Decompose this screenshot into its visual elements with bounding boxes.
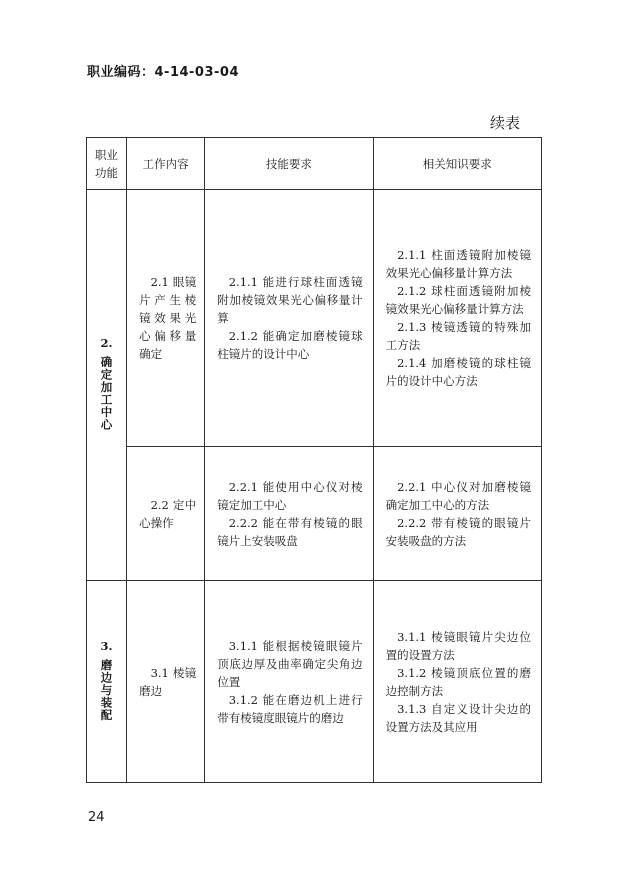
function-cell-2: [87, 190, 127, 581]
function-name: 确定加工中心: [99, 356, 114, 431]
page-number: 24: [88, 810, 105, 825]
occupation-code: 职业编码：4-14-03-04: [87, 65, 240, 80]
knowledge-cell: 3.1.1 棱镜眼镜片尖边位置的设置方法 3.1.2 棱镜顶底位置的磨边控制方法 3.1.3 自定义设计尖边的设置方法及其应用: [373, 581, 541, 783]
table-row: [87, 581, 542, 783]
header-work-content: 工作内容: [127, 138, 205, 190]
header-knowledge-requirements: 相关知识要求: [373, 138, 541, 190]
work-content-cell: 3.1 棱镜磨边: [127, 581, 205, 783]
header-skill-requirements: 技能要求: [205, 138, 373, 190]
function-number: 3.: [100, 638, 113, 653]
table-row: [87, 190, 542, 447]
skill-cell: 2.1.1 能进行球柱面透镜附加棱镜效果光心偏移量计算 2.1.2 能确定加磨棱镜球柱镜片的设计中心: [205, 190, 373, 447]
function-name: 磨边与装配: [99, 658, 114, 722]
knowledge-cell: 2.2.1 中心仪对加磨棱镜确定加工中心的方法 2.2.2 带有棱镜的眼镜片安装吸盘的方法: [373, 447, 541, 581]
skill-cell: 3.1.1 能根据棱镜眼镜片顶底边厚及曲率确定尖角边位置 3.1.2 能在磨边机上进行带有棱镜度眼镜片的磨边: [205, 581, 373, 783]
skills-table: [86, 137, 542, 783]
table-row: [87, 447, 542, 581]
header-function: 职业 功能: [87, 138, 127, 190]
knowledge-cell: 2.1.1 柱面透镜附加棱镜效果光心偏移量计算方法 2.1.2 球柱面透镜附加棱镜效果光心偏移量计算方法 2.1.3 棱镜透镜的特殊加工方法 2.1.4 加磨棱镜的球柱镜片的设计中心方法: [373, 190, 541, 447]
continued-label: 续表: [490, 114, 521, 132]
work-content-cell: 2.1 眼镜片产生棱镜效果光心偏移量确定: [127, 190, 205, 447]
function-number: 2.: [100, 336, 113, 350]
skill-cell: 2.2.1 能使用中心仪对棱镜定加工中心 2.2.2 能在带有棱镜的眼镜片上安装吸盘: [205, 447, 373, 581]
table-header-row: [87, 138, 542, 190]
work-content-cell: 2.2 定中心操作: [127, 447, 205, 581]
function-cell-3: [87, 581, 127, 783]
